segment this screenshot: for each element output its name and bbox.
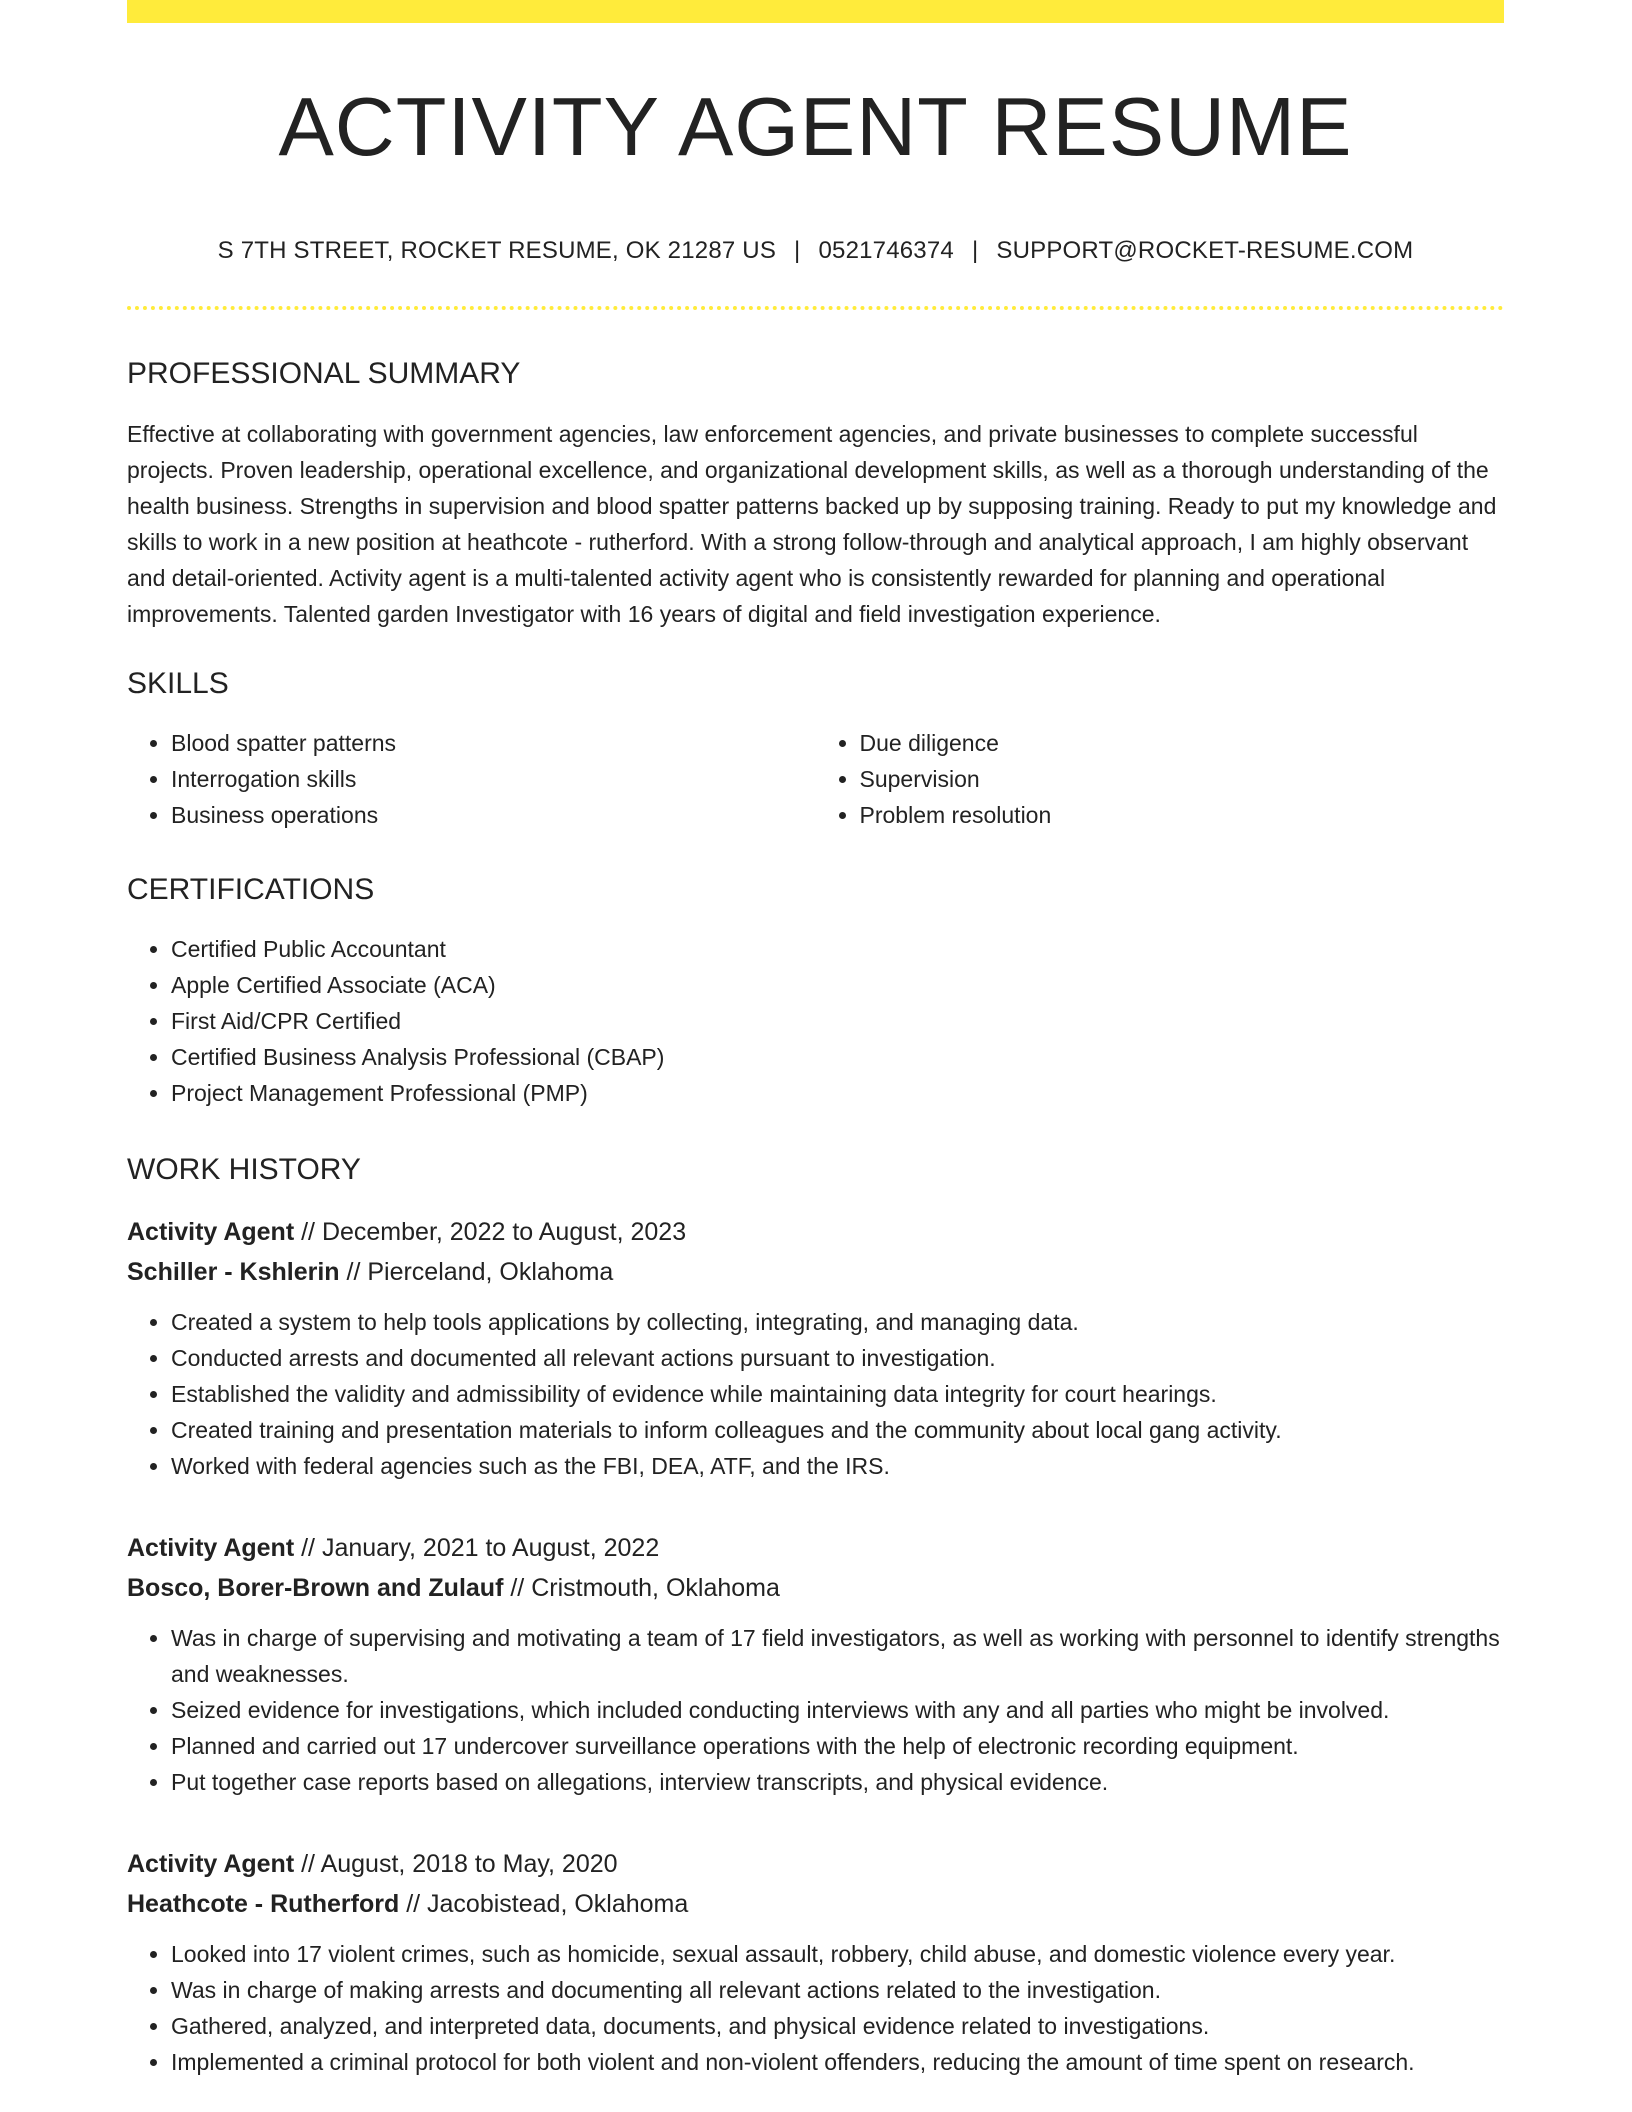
- job-bullet: • Gathered, analyzed, and interpreted data, documents, and physical evidence related to investigations.: [171, 2008, 1504, 2044]
- job-dates: // December, 2022 to August, 2023: [301, 1218, 687, 1246]
- job-bullet: • Worked with federal agencies such as the FBI, DEA, ATF, and the IRS.: [171, 1448, 1504, 1484]
- skills-column-left: [127, 725, 816, 833]
- email: SUPPORT@ROCKET-RESUME.COM: [996, 237, 1414, 264]
- dotted-divider: [127, 306, 1504, 310]
- certification-item: • Certified Public Accountant: [171, 931, 1504, 967]
- job-title: Activity Agent: [127, 1218, 295, 1246]
- job-location: // Jacobistead, Oklahoma: [406, 1890, 689, 1918]
- job-entry: [127, 1844, 1504, 2080]
- job-bullets: [127, 1936, 1504, 2080]
- job-location: // Cristmouth, Oklahoma: [510, 1574, 780, 1602]
- job-company: Heathcote - Rutherford: [127, 1890, 400, 1918]
- job-bullet: • Seized evidence for investigations, which included conducting interviews with any and all parties who might be involved.: [171, 1692, 1504, 1728]
- address: S 7TH STREET, ROCKET RESUME, OK 21287 US: [217, 237, 777, 264]
- separator: |: [794, 237, 801, 264]
- job-title: Activity Agent: [127, 1534, 295, 1562]
- job-bullets: [127, 1620, 1504, 1800]
- job-title: Activity Agent: [127, 1850, 295, 1878]
- section-heading-summary: PROFESSIONAL SUMMARY: [127, 357, 521, 390]
- top-accent-bar: [127, 0, 1504, 23]
- certification-item: • Apple Certified Associate (ACA): [171, 967, 1504, 1003]
- job-company-line: [127, 1884, 1504, 1924]
- skills-list: [127, 725, 1504, 833]
- summary-text: Effective at collaborating with government agencies, law enforcement agencies, and private businesses to complete successful projects. Proven leadership, operational excellence, and organizational development skills, as well as a thorough understanding of the health business. Strengths in supervision and blood spatter patterns backed up by supposing training. Ready to put my knowledge and skills to work in a new position at heathcote - rutherford. With a strong follow-through and analytical approach, I am highly observant and detail-oriented. Activity agent is a multi-talented activity agent who is consistently rewarded for planning and operational improvements. Talented garden Investigator with 16 years of digital and field investigation experience.: [127, 421, 1497, 627]
- section-heading-certifications: CERTIFICATIONS: [127, 873, 375, 906]
- job-bullet: • Created a system to help tools applications by collecting, integrating, and managing data.: [171, 1304, 1504, 1340]
- certification-item: • Project Management Professional (PMP): [171, 1075, 1504, 1111]
- job-title-line: [127, 1212, 1504, 1252]
- job-company: Bosco, Borer-Brown and Zulauf: [127, 1574, 504, 1602]
- job-bullet: • Planned and carried out 17 undercover surveillance operations with the help of electronic recording equipment.: [171, 1728, 1504, 1764]
- job-title-line: [127, 1844, 1504, 1884]
- job-bullet: • Was in charge of making arrests and documenting all relevant actions related to the investigation.: [171, 1972, 1504, 2008]
- job-location: // Pierceland, Oklahoma: [346, 1258, 614, 1286]
- skill-item: • Blood spatter patterns: [171, 725, 816, 761]
- certifications-list: [127, 931, 1504, 1111]
- skill-item: • Supervision: [860, 761, 1505, 797]
- job-bullet: • Created training and presentation materials to inform colleagues and the community about local gang activity.: [171, 1412, 1504, 1448]
- resume-page: [127, 0, 1504, 2080]
- section-heading-skills: SKILLS: [127, 667, 229, 700]
- job-bullet: • Conducted arrests and documented all relevant actions pursuant to investigation.: [171, 1340, 1504, 1376]
- skills-column-right: [816, 725, 1505, 833]
- certification-item: • Certified Business Analysis Professional (CBAP): [171, 1039, 1504, 1075]
- skill-item: • Interrogation skills: [171, 761, 816, 797]
- separator: |: [971, 237, 979, 264]
- contact-line: [127, 237, 1504, 265]
- job-entry: [127, 1528, 1504, 1800]
- job-company-line: [127, 1252, 1504, 1292]
- phone: 0521746374: [818, 237, 954, 264]
- resume-title: ACTIVITY AGENT RESUME: [278, 80, 1353, 173]
- certification-item: • First Aid/CPR Certified: [171, 1003, 1504, 1039]
- job-bullets: [127, 1304, 1504, 1484]
- job-bullet: • Looked into 17 violent crimes, such as homicide, sexual assault, robbery, child abuse, and domestic violence every year.: [171, 1936, 1504, 1972]
- job-bullet: • Put together case reports based on allegations, interview transcripts, and physical evidence.: [171, 1764, 1504, 1800]
- job-bullet: • Established the validity and admissibility of evidence while maintaining data integrity for court hearings.: [171, 1376, 1504, 1412]
- job-bullet: • Was in charge of supervising and motivating a team of 17 field investigators, as well as working with personnel to identify strengths and weaknesses.: [171, 1620, 1504, 1692]
- job-company-line: [127, 1568, 1504, 1608]
- job-dates: // January, 2021 to August, 2022: [301, 1534, 660, 1562]
- job-title-line: [127, 1528, 1504, 1568]
- skill-item: • Problem resolution: [860, 797, 1505, 833]
- job-company: Schiller - Kshlerin: [127, 1258, 340, 1286]
- job-bullet: • Implemented a criminal protocol for both violent and non-violent offenders, reducing the amount of time spent on research.: [171, 2044, 1504, 2080]
- section-heading-work-history: WORK HISTORY: [127, 1153, 361, 1186]
- skill-item: • Business operations: [171, 797, 816, 833]
- skill-item: • Due diligence: [860, 725, 1505, 761]
- job-dates: // August, 2018 to May, 2020: [301, 1850, 618, 1878]
- job-entry: [127, 1212, 1504, 1484]
